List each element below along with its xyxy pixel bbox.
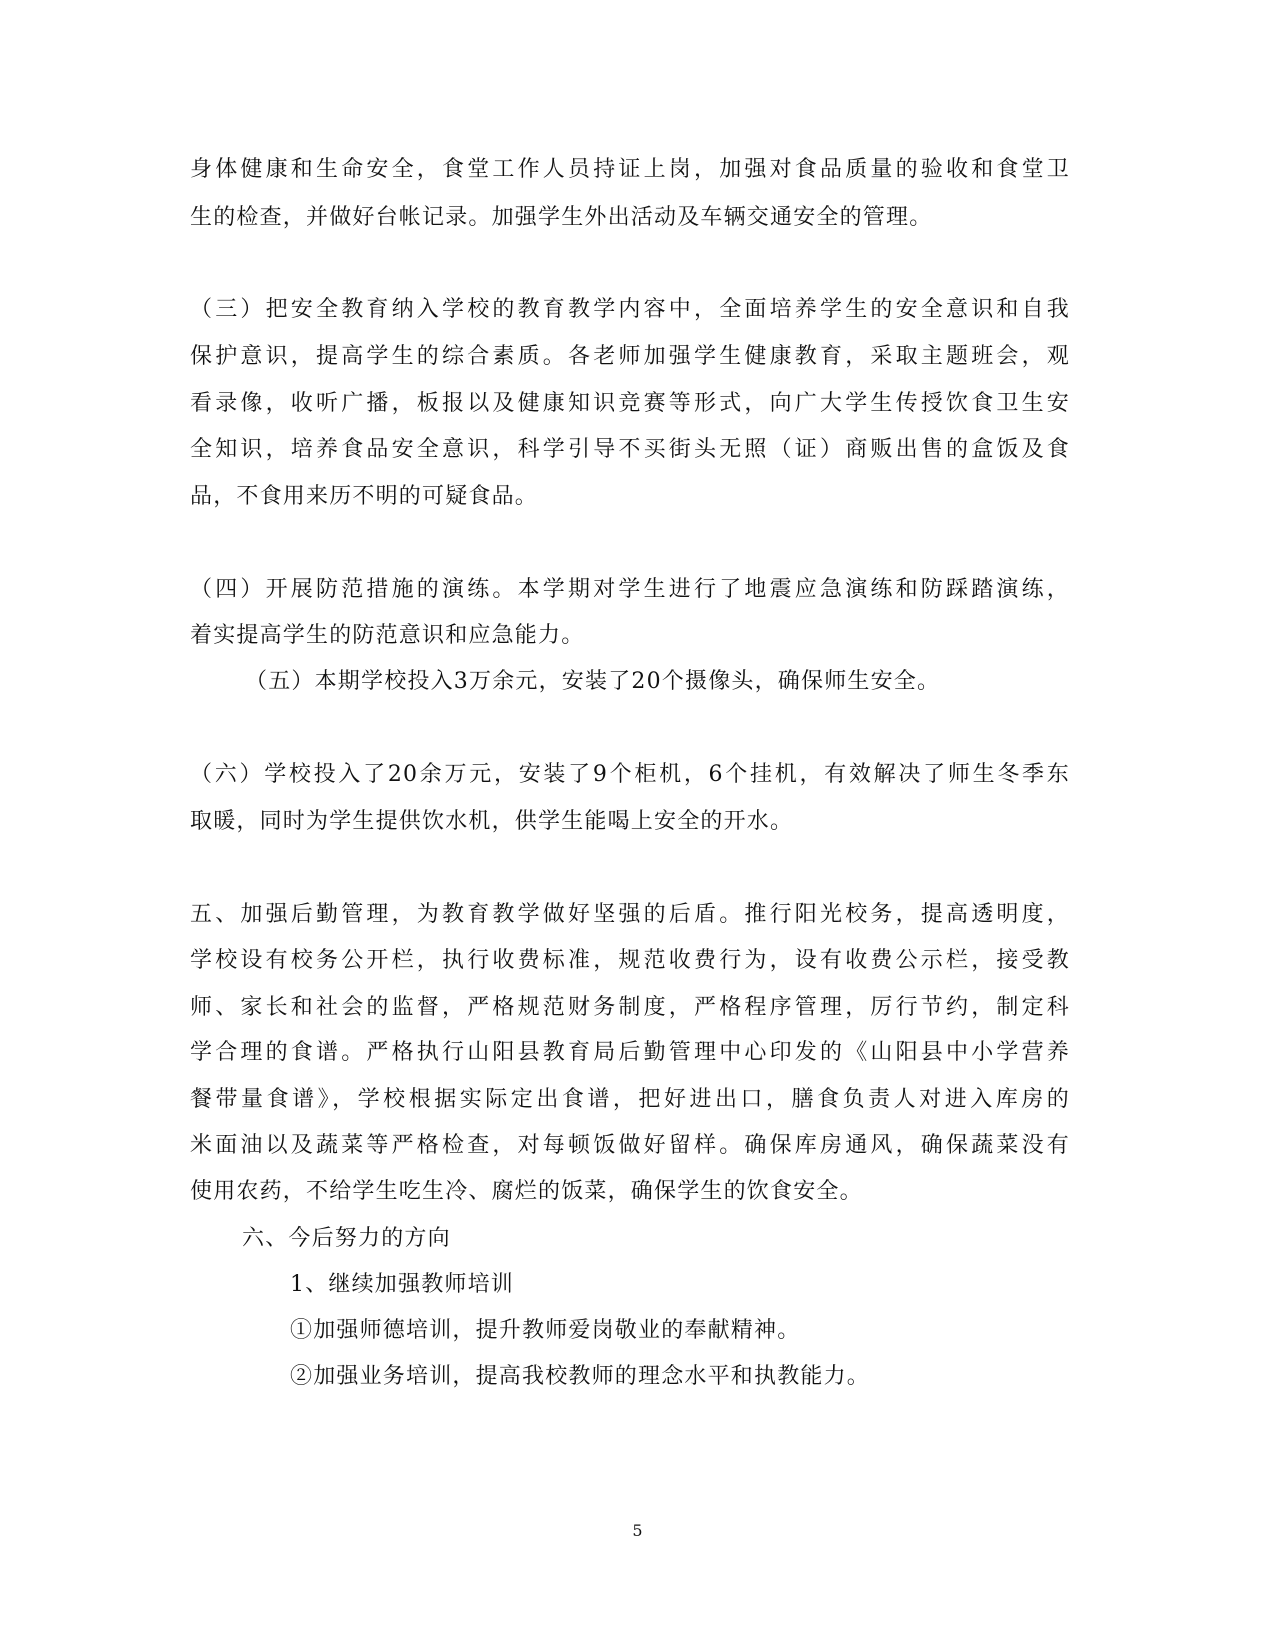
text-line: （三）把安全教育纳入学校的教育教学内容中，全面培养学生的安全意识和自我 [190,297,1070,322]
text-line: 学校设有校务公开栏，执行收费标准，规范收费行为，设有收费公示栏，接受教 [190,948,1070,973]
section-heading: 六、今后努力的方向 [242,1226,451,1251]
text-line: 看录像，收听广播，板报以及健康知识竞赛等形式，向广大学生传授饮食卫生安 [190,391,1070,416]
text-line: 学合理的食谱。严格执行山阳县教育局后勤管理中心印发的《山阳县中小学营养 [190,1040,1070,1065]
text-line: 生的检查，并做好台帐记录。加强学生外出活动及车辆交通安全的管理。 [190,205,933,230]
text-line: 师、家长和社会的监督，严格规范财务制度，严格程序管理，厉行节约，制定科 [190,995,1070,1020]
text-line: （六）学校投入了20余万元，安装了9个柜机，6个挂机，有效解决了师生冬季东 [190,762,1070,787]
text-line: （四）开展防范措施的演练。本学期对学生进行了地震应急演练和防踩踏演练， [190,577,1070,602]
text-line: 着实提高学生的防范意识和应急能力。 [190,623,585,648]
list-item: ①加强师德培训，提升教师爱岗敬业的奉献精神。 [290,1318,801,1343]
text-line: 取暖，同时为学生提供饮水机，供学生能喝上安全的开水。 [190,809,794,834]
text-line: 五、加强后勤管理，为教育教学做好坚强的后盾。推行阳光校务，提高透明度， [190,902,1070,927]
text-line: 保护意识，提高学生的综合素质。各老师加强学生健康教育，采取主题班会，观 [190,344,1070,369]
text-line: 米面油以及蔬菜等严格检查，对每顿饭做好留样。确保库房通风，确保蔬菜没有 [190,1133,1070,1158]
page-number: 5 [632,1521,643,1540]
text-line: 使用农药，不给学生吃生冷、腐烂的饭菜，确保学生的饮食安全。 [190,1179,863,1204]
text-line: 餐带量食谱》，学校根据实际定出食谱，把好进出口，膳食负责人对进入库房的 [190,1087,1070,1112]
list-item: ②加强业务培训，提高我校教师的理念水平和执教能力。 [290,1364,871,1389]
text-line: （五）本期学校投入3万余元，安装了20个摄像头，确保师生安全。 [245,669,941,694]
subsection-heading: 1、继续加强教师培训 [290,1272,514,1297]
text-line: 品，不食用来历不明的可疑食品。 [190,484,539,509]
text-line: 身体健康和生命安全，食堂工作人员持证上岗，加强对食品质量的验收和食堂卫 [190,157,1070,182]
text-line: 全知识，培养食品安全意识，科学引导不买街头无照（证）商贩出售的盒饭及食 [190,437,1070,462]
